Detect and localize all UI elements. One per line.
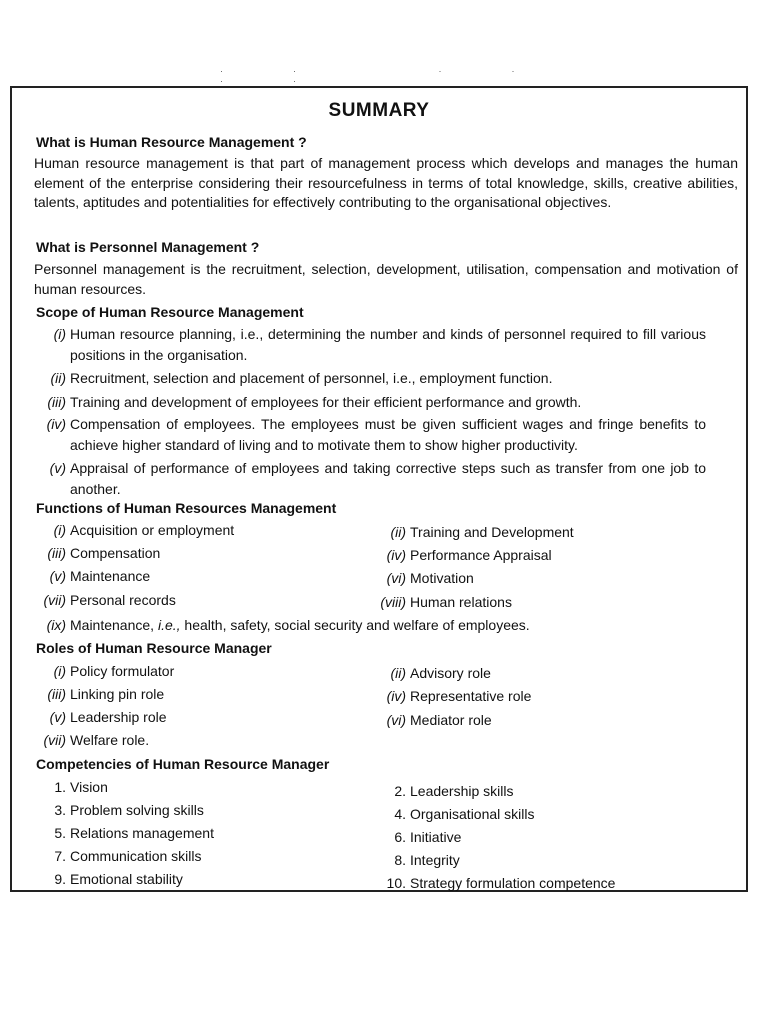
- function-item-number: (ix): [46, 617, 66, 633]
- competency-item-text: Initiative: [410, 829, 462, 845]
- scope-item-number: (iii): [47, 394, 66, 410]
- competency-item: [34, 777, 108, 798]
- scope-item-text: Recruitment, selection and placement of personnel, i.e., employment function.: [70, 370, 553, 386]
- heading-competencies: Competencies of Human Resource Manager: [36, 756, 330, 772]
- role-item-text: Welfare role.: [70, 732, 150, 748]
- function-item-text: Motivation: [410, 570, 474, 586]
- scope-item-text: Appraisal of performance of employees and taking corrective steps such as transfer from one job to another.: [70, 460, 706, 497]
- function-item-number: (viii): [380, 594, 406, 610]
- competency-item: [374, 804, 535, 825]
- competency-item-text: Problem solving skills: [70, 802, 204, 818]
- role-item: [34, 661, 174, 682]
- function-item-number: (vii): [43, 592, 66, 608]
- function-item-text: Acquisition or employment: [70, 522, 235, 538]
- role-item-number: (vii): [43, 732, 66, 748]
- scope-item-number: (iv): [46, 416, 66, 432]
- role-item: [374, 710, 492, 731]
- competency-item: [374, 850, 460, 871]
- scope-item-text: Training and development of employees for their efficient performance and growth.: [70, 394, 582, 410]
- role-item-number: (vi): [386, 712, 406, 728]
- competency-item-text: Integrity: [410, 852, 460, 868]
- scope-item-text: Human resource planning, i.e., determining the number and kinds of personnel required to fill various positions in the organisation.: [70, 326, 706, 363]
- competency-item: [374, 827, 461, 848]
- role-item-number: (i): [53, 663, 66, 679]
- role-item: [34, 707, 167, 728]
- role-item-number: (iv): [386, 688, 406, 704]
- competency-item-number: 4.: [394, 806, 406, 822]
- competency-item-text: Organisational skills: [410, 806, 535, 822]
- function-item-number: (iv): [386, 547, 406, 563]
- paragraph-what-is-pm: Personnel management is the recruitment, selection, development, utilisation, compensation and motivation of human resources.: [34, 261, 738, 297]
- competency-item: [34, 869, 183, 890]
- function-item: [34, 590, 176, 611]
- scope-item-number: (i): [53, 326, 66, 342]
- competency-item-number: 1.: [54, 779, 66, 795]
- function-item-number: (i): [53, 522, 66, 538]
- role-item-text: Advisory role: [410, 665, 491, 681]
- scope-item: [34, 414, 706, 456]
- competency-item-number: 2.: [394, 783, 406, 799]
- function-item: [374, 592, 512, 613]
- header-marks: ·· ·· ··: [220, 66, 585, 86]
- competency-item-text: Communication skills: [70, 848, 202, 864]
- scope-item: [34, 392, 706, 413]
- role-item: [374, 686, 531, 707]
- paragraph-what-is-hrm: Human resource management is that part of management process which develops and manages the human element of the enterprise considering their resourcefulness in terms of total knowledge, skills, creative abilities, talents, aptitudes and potentialities for effectively contributing to the organisational objectives.: [34, 155, 738, 210]
- function-item: [34, 566, 150, 587]
- function-item-number: (ii): [390, 524, 406, 540]
- role-item-text: Mediator role: [410, 712, 492, 728]
- role-item-number: (v): [49, 709, 66, 725]
- competency-item-text: Relations management: [70, 825, 214, 841]
- scope-item: [34, 368, 706, 389]
- scope-item: [34, 458, 706, 500]
- role-item-text: Leadership role: [70, 709, 167, 725]
- function-text-part: health, safety, social security and welfare of employees.: [180, 617, 530, 633]
- role-item: [34, 684, 164, 705]
- competency-item-number: 8.: [394, 852, 406, 868]
- function-item: [34, 520, 234, 541]
- function-item-number: (vi): [386, 570, 406, 586]
- summary-box: [10, 86, 748, 892]
- role-item: [34, 730, 149, 751]
- function-item: [34, 543, 160, 564]
- role-item-text: Representative role: [410, 688, 532, 704]
- role-item-number: (ii): [390, 665, 406, 681]
- role-item-text: Policy formulator: [70, 663, 175, 679]
- heading-what-is-hrm: What is Human Resource Management ?: [36, 134, 307, 150]
- competency-item: [374, 873, 615, 894]
- competency-item-text: Strategy formulation competence: [410, 875, 616, 891]
- competency-item-number: 3.: [54, 802, 66, 818]
- competency-item-number: 10.: [386, 875, 406, 891]
- competency-item: [34, 800, 204, 821]
- competency-item: [34, 823, 214, 844]
- function-item: [374, 522, 574, 543]
- function-item-text: Personal records: [70, 592, 176, 608]
- competency-item-number: 9.: [54, 871, 66, 887]
- heading-scope: Scope of Human Resource Management: [36, 304, 304, 320]
- function-item-number: (iii): [47, 545, 66, 561]
- function-item-last: [34, 615, 530, 636]
- role-item-number: (iii): [47, 686, 66, 702]
- competency-item-text: Leadership skills: [410, 783, 514, 799]
- heading-roles: Roles of Human Resource Manager: [36, 640, 272, 656]
- function-item-text: Performance Appraisal: [410, 547, 552, 563]
- function-item-text: Compensation: [70, 545, 161, 561]
- competency-item-number: 7.: [54, 848, 66, 864]
- heading-what-is-pm: What is Personnel Management ?: [36, 239, 260, 255]
- role-item-text: Linking pin role: [70, 686, 165, 702]
- scope-item-text: Compensation of employees. The employees must be given sufficient wages and fringe benefits to achieve higher standard of living and to motivate them to show higher productivity.: [70, 416, 706, 453]
- heading-functions: Functions of Human Resources Management: [36, 500, 337, 516]
- scope-item-number: (v): [49, 460, 66, 476]
- function-item: [374, 545, 552, 566]
- function-text-part: Maintenance,: [70, 617, 158, 633]
- function-item-number: (v): [49, 568, 66, 584]
- scope-item: [34, 324, 706, 366]
- role-item: [374, 663, 491, 684]
- competency-item-number: 5.: [54, 825, 66, 841]
- summary-title: SUMMARY: [328, 100, 430, 121]
- competency-item-text: Vision: [70, 779, 108, 795]
- function-item-text: Human relations: [410, 594, 512, 610]
- competency-item: [374, 781, 514, 802]
- scope-item-number: (ii): [50, 370, 66, 386]
- function-item-text: Training and Development: [410, 524, 574, 540]
- competency-item-text: Emotional stability: [70, 871, 183, 887]
- function-item-text: Maintenance: [70, 568, 151, 584]
- competency-item: [34, 846, 201, 867]
- function-item: [374, 568, 474, 589]
- competency-item-number: 6.: [394, 829, 406, 845]
- function-item-text: [70, 617, 530, 633]
- function-text-italic: i.e.,: [157, 617, 181, 633]
